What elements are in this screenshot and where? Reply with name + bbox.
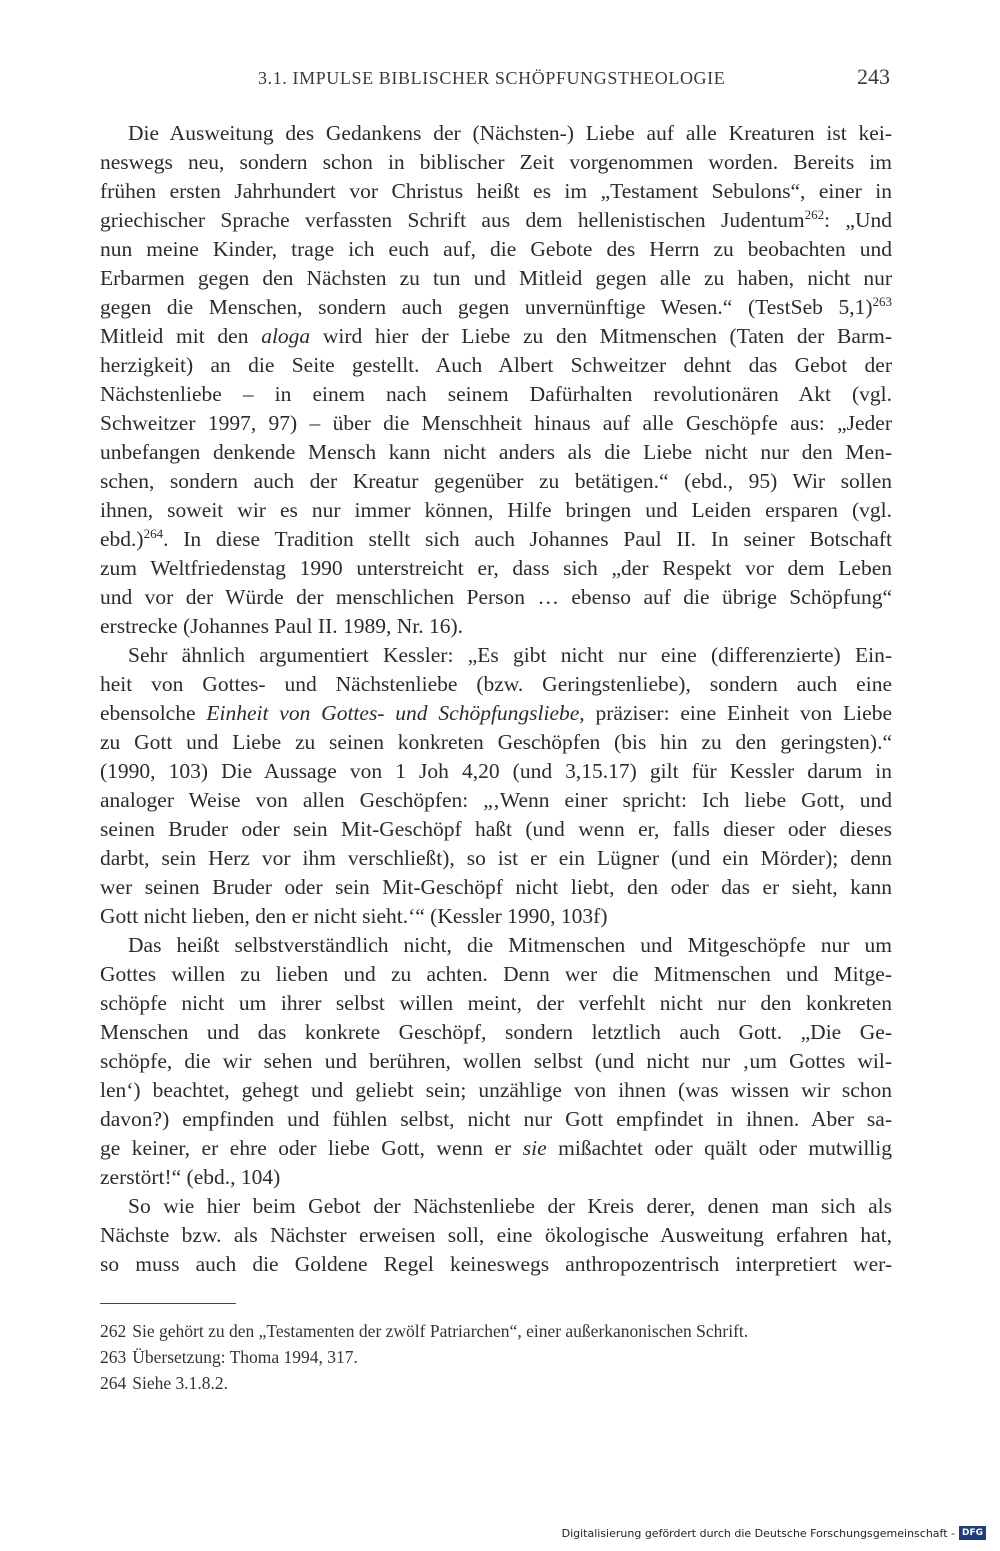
footnote-reference: 264 bbox=[143, 526, 164, 541]
text-line bbox=[100, 786, 892, 815]
text-segment: analoger Weise von allen Geschöpfen: „‚Wenn einer spricht: Ich liebe Gott, und bbox=[100, 788, 892, 812]
italic-text: aloga bbox=[261, 324, 311, 348]
footnote-text: Übersetzung: Thoma 1994, 317. bbox=[132, 1347, 358, 1367]
text-line bbox=[100, 1076, 892, 1105]
text-segment: erstrecke (Johannes Paul II. 1989, Nr. 16). bbox=[100, 614, 464, 638]
text-line bbox=[100, 699, 892, 728]
text-line bbox=[100, 264, 892, 293]
footnote-divider bbox=[100, 1303, 236, 1304]
text-segment: schöpfe nicht um ihrer selbst willen meint, der verfehlt nicht nur den konkreten bbox=[100, 991, 892, 1015]
text-segment: ebd.) bbox=[100, 527, 144, 551]
text-segment: : „Und bbox=[824, 208, 892, 232]
footnote-text: Siehe 3.1.8.2. bbox=[132, 1373, 229, 1393]
text-segment: ge keiner, er ehre oder liebe Gott, wenn er bbox=[100, 1136, 523, 1160]
text-line bbox=[100, 873, 892, 902]
digitization-notice bbox=[562, 1526, 986, 1540]
footnote-number: 263 bbox=[100, 1347, 127, 1367]
text-segment: präziser: eine Einheit von Liebe bbox=[584, 701, 892, 725]
text-line bbox=[100, 989, 892, 1018]
running-header bbox=[0, 64, 890, 92]
text-line bbox=[100, 728, 892, 757]
text-line bbox=[100, 525, 892, 554]
italic-text: sie bbox=[522, 1136, 547, 1160]
text-segment: und vor der Würde der menschlichen Person … ebenso auf die übrige Schöpfung“ bbox=[100, 585, 892, 609]
footnote bbox=[100, 1344, 892, 1370]
footnote-text: Sie gehört zu den „Testamenten der zwölf Patriarchen“, einer außerkanonischen Schrift. bbox=[132, 1321, 749, 1341]
text-line bbox=[100, 322, 892, 351]
text-line bbox=[100, 235, 892, 264]
text-segment: darbt, sein Herz vor ihm verschließt), so ist er ein Lügner (und ein Mörder); denn bbox=[100, 846, 892, 870]
text-segment: davon?) empfinden und fühlen selbst, nicht nur Gott empfindet in ihnen. Aber sa- bbox=[100, 1107, 892, 1131]
text-line bbox=[100, 293, 892, 322]
text-segment: Schweitzer 1997, 97) – über die Menschheit hinaus auf alle Geschöpfe aus: „Jeder bbox=[100, 411, 892, 435]
text-segment: zum Weltfriedenstag 1990 unterstreicht er, dass sich „der Respekt vor dem Leben bbox=[100, 556, 892, 580]
text-segment: Gott nicht lieben, den er nicht sieht.‘“ (Kessler 1990, 103f) bbox=[100, 904, 608, 928]
text-segment: Das heißt selbstverständlich nicht, die Mitmenschen und Mitgeschöpfe nur um bbox=[128, 933, 892, 957]
text-segment: heit von Gottes- und Nächstenliebe (bzw. Geringstenliebe), sondern auch eine bbox=[100, 672, 892, 696]
dfg-logo: DFG bbox=[959, 1526, 986, 1540]
text-line bbox=[100, 931, 892, 960]
text-segment: So wie hier beim Gebot der Nächstenliebe der Kreis derer, denen man sich als bbox=[128, 1194, 892, 1218]
text-segment: len‘) beachtet, gehegt und geliebt sein; unzählige von ihnen (was wissen wir schon bbox=[100, 1078, 892, 1102]
text-segment: schen, sondern auch der Kreatur gegenüber zu betätigen.“ (ebd., 95) Wir sollen bbox=[100, 469, 892, 493]
text-line bbox=[100, 583, 892, 612]
chapter-heading: 3.1. IMPULSE BIBLISCHER SCHÖPFUNGSTHEOLOGIE bbox=[258, 68, 726, 88]
footnote-reference: 262 bbox=[804, 207, 825, 222]
text-line bbox=[100, 1018, 892, 1047]
text-line bbox=[100, 206, 892, 235]
page-number: 243 bbox=[857, 64, 890, 89]
text-segment: wird hier der Liebe zu den Mitmenschen (Taten der Barm- bbox=[310, 324, 892, 348]
text-segment: zerstört!“ (ebd., 104) bbox=[100, 1165, 281, 1189]
text-line bbox=[100, 670, 892, 699]
text-segment: mißachtet oder quält oder mutwillig bbox=[546, 1136, 892, 1160]
text-segment: nun meine Kinder, trage ich euch auf, die Gebote des Herrn zu beobachten und bbox=[100, 237, 892, 261]
text-line bbox=[100, 902, 892, 931]
text-line bbox=[100, 177, 892, 206]
text-line bbox=[100, 1047, 892, 1076]
text-segment: Sehr ähnlich argumentiert Kessler: „Es gibt nicht nur eine (differenzierte) Ein- bbox=[128, 643, 892, 667]
text-segment: herzigkeit) an die Seite gestellt. Auch Albert Schweitzer dehnt das Gebot der bbox=[100, 353, 892, 377]
text-line bbox=[100, 960, 892, 989]
text-segment: ebensolche bbox=[100, 701, 207, 725]
text-line bbox=[100, 409, 892, 438]
text-line bbox=[100, 554, 892, 583]
text-line bbox=[100, 119, 892, 148]
text-line bbox=[100, 1105, 892, 1134]
text-segment: Erbarmen gegen den Nächsten zu tun und Mitleid gegen alle zu haben, nicht nur bbox=[100, 266, 892, 290]
text-segment: ihnen, soweit wir es nur immer können, Hilfe bringen und Leiden ersparen (vgl. bbox=[100, 498, 892, 522]
text-segment: neswegs neu, sondern schon in biblischer Zeit vorgenommen worden. Bereits im bbox=[100, 150, 892, 174]
footnote-number: 262 bbox=[100, 1321, 127, 1341]
text-line bbox=[100, 1250, 892, 1279]
text-segment: zu Gott und Liebe zu seinen konkreten Geschöpfen (bis hin zu den geringsten).“ bbox=[100, 730, 892, 754]
text-segment: frühen ersten Jahrhundert vor Christus heißt es im „Testament Sebulons“, einer in bbox=[100, 179, 892, 203]
text-segment: gegen die Menschen, sondern auch gegen unvernünftige Wesen.“ (TestSeb 5,1) bbox=[100, 295, 873, 319]
text-line bbox=[100, 612, 892, 641]
text-segment: wer seinen Bruder oder sein Mit-Geschöpf nicht liebt, den oder das er sieht, kann bbox=[100, 875, 892, 899]
text-line bbox=[100, 1192, 892, 1221]
text-segment: Mitleid mit den bbox=[100, 324, 262, 348]
text-segment: unbefangen denkende Mensch kann nicht anders als die Liebe nicht nur den Men- bbox=[100, 440, 892, 464]
footnote bbox=[100, 1318, 892, 1344]
text-line bbox=[100, 641, 892, 670]
text-line bbox=[100, 815, 892, 844]
text-line bbox=[100, 467, 892, 496]
text-line bbox=[100, 1221, 892, 1250]
text-line bbox=[100, 496, 892, 525]
footnotes bbox=[100, 1318, 892, 1396]
text-segment: (1990, 103) Die Aussage von 1 Joh 4,20 (und 3,15.17) gilt für Kessler darum in bbox=[100, 759, 892, 783]
footnote-reference: 263 bbox=[872, 294, 892, 309]
text-line bbox=[100, 438, 892, 467]
text-line bbox=[100, 351, 892, 380]
footnote-number: 264 bbox=[100, 1373, 127, 1393]
text-line bbox=[100, 844, 892, 873]
footnote bbox=[100, 1370, 892, 1396]
text-segment: . In diese Tradition stellt sich auch Johannes Paul II. In seiner Botschaft bbox=[163, 527, 892, 551]
text-segment: schöpfe, die wir sehen und berühren, wollen selbst (und nicht nur ‚um Gottes wil- bbox=[100, 1049, 892, 1073]
text-segment: Die Ausweitung des Gedankens der (Nächsten-) Liebe auf alle Kreaturen ist kei- bbox=[128, 121, 892, 145]
text-segment: Gottes willen zu lieben und zu achten. Denn wer die Mitmenschen und Mitge- bbox=[100, 962, 892, 986]
text-segment: so muss auch die Goldene Regel keineswegs anthropozentrisch interpretiert wer- bbox=[100, 1252, 892, 1276]
text-line bbox=[100, 380, 892, 409]
text-segment: seinen Bruder oder sein Mit-Geschöpf haßt (und wenn er, falls dieser oder dieses bbox=[100, 817, 892, 841]
text-line bbox=[100, 1134, 892, 1163]
text-segment: Nächste bzw. als Nächster erweisen soll, eine ökologische Ausweitung erfahren hat, bbox=[100, 1223, 892, 1247]
text-line bbox=[100, 1163, 892, 1192]
text-segment: Menschen und das konkrete Geschöpf, sondern letztlich auch Gott. „Die Ge- bbox=[100, 1020, 892, 1044]
text-line bbox=[100, 757, 892, 786]
italic-text: Einheit von Gottes- und Schöpfungsliebe, bbox=[206, 701, 585, 725]
notice-text: Digitalisierung gefördert durch die Deutsche Forschungsgemeinschaft - bbox=[561, 1526, 955, 1540]
text-segment: Nächstenliebe – in einem nach seinem Dafürhalten revolutionären Akt (vgl. bbox=[100, 382, 892, 406]
text-segment: griechischer Sprache verfassten Schrift aus dem hellenistischen Judentum bbox=[100, 208, 805, 232]
body-text bbox=[100, 119, 892, 1279]
text-line bbox=[100, 148, 892, 177]
